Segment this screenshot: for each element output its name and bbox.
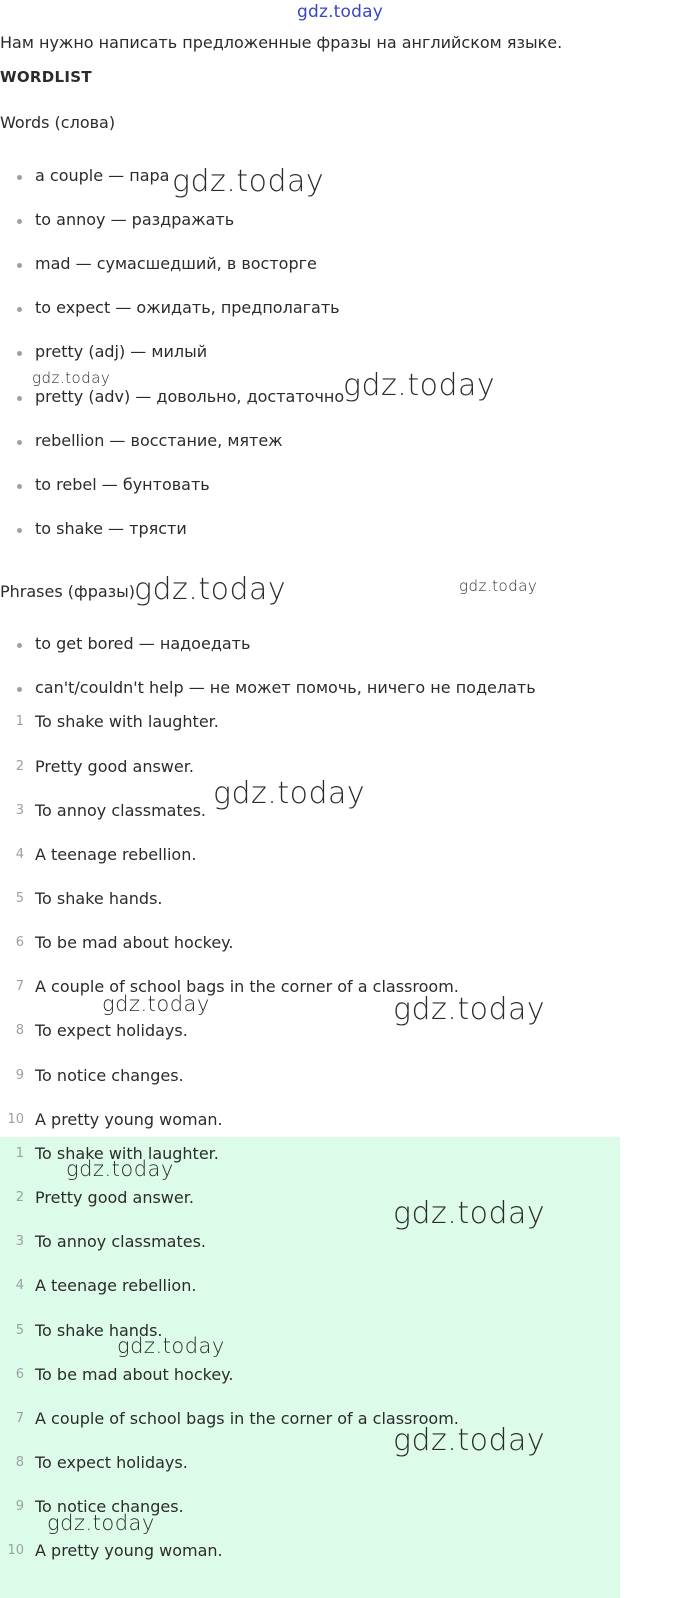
watermark: gdz.today — [343, 368, 496, 403]
watermark: gdz.today — [172, 164, 325, 199]
watermark: gdz.today — [393, 1196, 546, 1231]
bullet-icon — [17, 643, 22, 648]
watermark: gdz.today — [66, 1157, 174, 1181]
phrases-title: Phrases (фразы) — [0, 582, 136, 601]
top-watermark[interactable]: gdz.today — [296, 2, 384, 22]
words-title: Words (слова) — [0, 113, 116, 132]
watermark: gdz.today — [102, 992, 210, 1016]
bullet-icon — [17, 307, 22, 312]
watermark: gdz.today — [134, 572, 287, 607]
watermark: gdz.today — [393, 992, 546, 1027]
bullet-icon — [17, 440, 22, 445]
wordlist-heading: WORDLIST — [0, 68, 92, 86]
bullet-icon — [17, 175, 22, 180]
bullet-icon — [17, 351, 22, 356]
watermark: gdz.today — [32, 369, 111, 387]
watermark: gdz.today — [393, 1423, 546, 1458]
bullet-icon — [17, 528, 22, 533]
bullet-icon — [17, 687, 22, 692]
watermark: gdz.today — [213, 776, 366, 811]
bullet-icon — [17, 396, 22, 401]
bullet-icon — [17, 484, 22, 489]
watermark: gdz.today — [117, 1334, 225, 1358]
bullet-icon — [17, 263, 22, 268]
bullet-icon — [17, 219, 22, 224]
watermark: gdz.today — [47, 1511, 155, 1535]
watermark: gdz.today — [459, 577, 538, 595]
intro-text: Нам нужно написать предложенные фразы на английском языке. — [0, 33, 563, 52]
